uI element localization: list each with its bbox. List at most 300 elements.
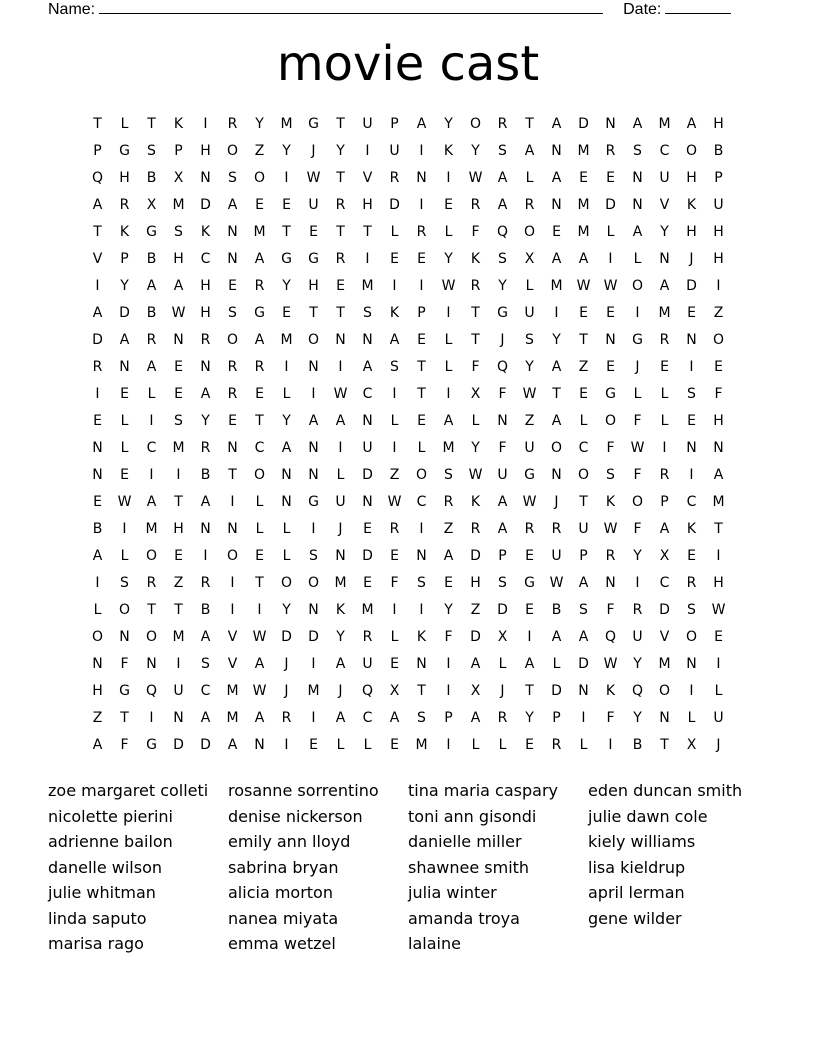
- grid-cell: U: [578, 521, 589, 537]
- word-item: april lerman: [588, 883, 685, 902]
- grid-cell: A: [659, 521, 670, 537]
- grid-cell: M: [550, 278, 563, 294]
- grid-cell: C: [416, 494, 427, 510]
- grid-cell: N: [416, 548, 427, 564]
- grid-cell: C: [578, 440, 589, 456]
- grid-cell: F: [633, 521, 642, 537]
- grid-cell: V: [227, 629, 238, 645]
- grid-cell: T: [525, 683, 534, 699]
- grid-cell: R: [470, 278, 481, 294]
- grid-cell: L: [363, 737, 372, 753]
- grid-cell: B: [713, 143, 724, 159]
- grid-cell: N: [551, 197, 562, 213]
- grid-cell: G: [632, 332, 643, 348]
- grid-cell: I: [149, 467, 154, 483]
- grid-cell: T: [228, 467, 237, 483]
- grid-cell: D: [173, 737, 184, 753]
- grid-cell: N: [578, 683, 589, 699]
- grid-cell: I: [608, 737, 613, 753]
- grid-cell: A: [686, 116, 697, 132]
- grid-cell: I: [419, 143, 424, 159]
- grid-cell: E: [282, 197, 291, 213]
- grid-cell: I: [419, 197, 424, 213]
- grid-cell: C: [200, 683, 211, 699]
- grid-cell: O: [550, 440, 563, 456]
- grid-cell: N: [173, 332, 184, 348]
- grid-cell: T: [336, 116, 345, 132]
- grid-cell: S: [498, 251, 507, 267]
- date-blank-line[interactable]: [665, 0, 731, 14]
- grid-cell: R: [389, 170, 400, 186]
- grid-cell: W: [549, 575, 564, 591]
- grid-cell: Q: [361, 683, 374, 699]
- grid-cell: B: [146, 170, 157, 186]
- grid-cell: E: [606, 305, 615, 321]
- grid-cell: B: [632, 737, 643, 753]
- grid-cell: P: [120, 251, 129, 267]
- grid-cell: A: [551, 629, 562, 645]
- grid-cell: I: [446, 170, 451, 186]
- grid-cell: A: [308, 413, 319, 429]
- grid-cell: P: [498, 548, 507, 564]
- grid-cell: E: [174, 359, 183, 375]
- grid-cell: Z: [524, 413, 535, 429]
- header-line: [48, 0, 748, 19]
- grid-cell: N: [551, 143, 562, 159]
- grid-cell: I: [176, 467, 181, 483]
- grid-cell: M: [577, 197, 590, 213]
- grid-cell: N: [416, 656, 427, 672]
- word-item: linda saputo: [48, 908, 147, 928]
- grid-cell: F: [606, 602, 615, 618]
- grid-cell: S: [687, 386, 696, 402]
- grid-cell: L: [471, 737, 480, 753]
- grid-row: [84, 169, 732, 196]
- grid-cell: E: [309, 224, 318, 240]
- grid-cell: E: [606, 359, 615, 375]
- grid-cell: I: [689, 683, 694, 699]
- grid-cell: F: [606, 710, 615, 726]
- grid-cell: E: [552, 224, 561, 240]
- grid-cell: L: [255, 494, 264, 510]
- word-item: danelle wilson: [48, 857, 163, 877]
- grid-cell: R: [92, 359, 103, 375]
- grid-cell: G: [524, 575, 535, 591]
- grid-cell: Z: [254, 143, 265, 159]
- grid-cell: A: [281, 440, 292, 456]
- word-item: lisa kieldrup: [588, 857, 686, 877]
- grid-cell: U: [389, 143, 400, 159]
- grid-cell: W: [441, 278, 456, 294]
- grid-cell: S: [417, 710, 426, 726]
- grid-cell: N: [713, 440, 724, 456]
- grid-cell: O: [280, 575, 293, 591]
- grid-row: [84, 439, 732, 466]
- grid-cell: E: [390, 656, 399, 672]
- grid-cell: I: [230, 575, 235, 591]
- grid-cell: T: [255, 575, 264, 591]
- grid-row: [84, 223, 732, 250]
- grid-cell: A: [659, 278, 670, 294]
- grid-cell: T: [660, 737, 669, 753]
- grid-cell: H: [713, 413, 724, 429]
- grid-cell: U: [632, 629, 643, 645]
- grid-cell: R: [632, 602, 643, 618]
- grid-row: [84, 682, 732, 709]
- grid-cell: J: [689, 251, 694, 267]
- grid-cell: T: [174, 494, 183, 510]
- grid-cell: Y: [336, 143, 345, 159]
- grid-cell: M: [442, 440, 455, 456]
- grid-cell: Y: [444, 602, 453, 618]
- word-item: lalaine: [408, 934, 461, 953]
- grid-cell: A: [173, 278, 184, 294]
- grid-cell: R: [200, 332, 211, 348]
- grid-cell: E: [363, 521, 372, 537]
- word-column: [588, 780, 768, 959]
- grid-cell: S: [174, 224, 183, 240]
- grid-cell: C: [146, 440, 157, 456]
- grid-cell: M: [307, 683, 320, 699]
- grid-cell: G: [497, 305, 508, 321]
- grid-cell: B: [92, 521, 103, 537]
- grid-row: [84, 655, 732, 682]
- grid-cell: P: [660, 494, 669, 510]
- grid-cell: G: [254, 305, 265, 321]
- grid-cell: T: [417, 359, 426, 375]
- grid-cell: M: [145, 521, 158, 537]
- grid-cell: Q: [604, 629, 617, 645]
- grid-cell: W: [252, 629, 267, 645]
- grid-cell: U: [335, 494, 346, 510]
- grid-cell: J: [500, 332, 505, 348]
- grid-cell: D: [470, 548, 481, 564]
- grid-cell: J: [554, 494, 559, 510]
- grid-cell: Y: [525, 710, 534, 726]
- grid-cell: S: [201, 656, 210, 672]
- grid-cell: I: [230, 494, 235, 510]
- grid-cell: A: [524, 143, 535, 159]
- grid-cell: A: [551, 413, 562, 429]
- grid-cell: E: [120, 386, 129, 402]
- grid-cell: A: [200, 386, 211, 402]
- grid-cell: A: [497, 521, 508, 537]
- grid-cell: R: [227, 386, 238, 402]
- grid-cell: E: [525, 737, 534, 753]
- grid-cell: I: [446, 656, 451, 672]
- grid-cell: H: [713, 224, 724, 240]
- grid-cell: W: [522, 494, 537, 510]
- grid-cell: T: [417, 683, 426, 699]
- grid-cell: I: [257, 602, 262, 618]
- grid-cell: Q: [496, 359, 509, 375]
- grid-cell: M: [577, 224, 590, 240]
- grid-cell: H: [173, 251, 184, 267]
- grid-cell: X: [146, 197, 157, 213]
- grid-cell: V: [659, 197, 670, 213]
- grid-cell: I: [203, 548, 208, 564]
- grid-cell: S: [498, 575, 507, 591]
- grid-cell: G: [605, 386, 616, 402]
- grid-cell: J: [338, 521, 343, 537]
- grid-cell: H: [470, 575, 481, 591]
- grid-cell: I: [284, 737, 289, 753]
- grid-cell: D: [551, 683, 562, 699]
- grid-cell: R: [497, 116, 508, 132]
- grid-cell: E: [444, 575, 453, 591]
- grid-cell: R: [551, 521, 562, 537]
- grid-cell: A: [632, 116, 643, 132]
- grid-cell: O: [577, 467, 590, 483]
- grid-cell: J: [311, 143, 316, 159]
- grid-cell: Z: [173, 575, 184, 591]
- grid-cell: M: [334, 575, 347, 591]
- grid-cell: D: [578, 656, 589, 672]
- grid-cell: N: [200, 170, 211, 186]
- grid-cell: T: [363, 224, 372, 240]
- grid-cell: S: [228, 170, 237, 186]
- grid-cell: S: [633, 143, 642, 159]
- grid-cell: S: [498, 143, 507, 159]
- grid-cell: T: [417, 386, 426, 402]
- grid-cell: J: [284, 683, 289, 699]
- grid-cell: K: [416, 629, 427, 645]
- grid-cell: I: [365, 143, 370, 159]
- grid-cell: O: [91, 629, 104, 645]
- grid-cell: M: [361, 602, 374, 618]
- grid-cell: A: [551, 251, 562, 267]
- grid-cell: A: [119, 332, 130, 348]
- grid-cell: I: [149, 413, 154, 429]
- grid-cell: E: [309, 737, 318, 753]
- grid-cell: K: [605, 683, 616, 699]
- grid-cell: F: [498, 440, 507, 456]
- grid-cell: M: [280, 116, 293, 132]
- grid-cell: E: [525, 602, 534, 618]
- grid-cell: I: [392, 278, 397, 294]
- grid-cell: X: [686, 737, 697, 753]
- grid-cell: G: [524, 467, 535, 483]
- grid-cell: Y: [633, 710, 642, 726]
- grid-cell: L: [471, 413, 480, 429]
- grid-cell: N: [659, 710, 670, 726]
- grid-cell: I: [446, 737, 451, 753]
- grid-cell: C: [254, 440, 265, 456]
- grid-row: [84, 331, 732, 358]
- grid-cell: I: [419, 602, 424, 618]
- grid-cell: A: [254, 251, 265, 267]
- grid-cell: G: [308, 116, 319, 132]
- grid-cell: L: [282, 548, 291, 564]
- page-title: movie cast: [276, 36, 540, 92]
- grid-cell: H: [686, 170, 697, 186]
- grid-cell: D: [389, 197, 400, 213]
- grid-cell: N: [605, 116, 616, 132]
- grid-row: [84, 358, 732, 385]
- grid-cell: F: [471, 224, 480, 240]
- grid-cell: O: [631, 278, 644, 294]
- grid-cell: R: [524, 197, 535, 213]
- grid-cell: T: [336, 224, 345, 240]
- grid-cell: E: [93, 494, 102, 510]
- grid-cell: A: [92, 737, 103, 753]
- grid-cell: M: [172, 629, 185, 645]
- grid-cell: X: [497, 629, 508, 645]
- grid-cell: S: [687, 602, 696, 618]
- grid-cell: K: [173, 116, 184, 132]
- grid-cell: T: [525, 116, 534, 132]
- grid-cell: L: [579, 737, 588, 753]
- grid-cell: I: [284, 170, 289, 186]
- grid-cell: N: [686, 440, 697, 456]
- grid-cell: T: [309, 305, 318, 321]
- grid-cell: T: [93, 224, 102, 240]
- grid-cell: T: [255, 413, 264, 429]
- grid-cell: P: [417, 305, 426, 321]
- grid-cell: Y: [498, 278, 507, 294]
- grid-cell: U: [524, 305, 535, 321]
- grid-cell: E: [687, 413, 696, 429]
- grid-cell: U: [362, 116, 373, 132]
- grid-cell: W: [711, 602, 726, 618]
- grid-cell: A: [551, 359, 562, 375]
- grid-cell: I: [365, 251, 370, 267]
- grid-cell: O: [253, 467, 266, 483]
- grid-cell: P: [390, 116, 399, 132]
- grid-cell: A: [92, 305, 103, 321]
- grid-cell: L: [390, 413, 399, 429]
- grid-cell: O: [685, 143, 698, 159]
- grid-cell: X: [389, 683, 400, 699]
- grid-cell: C: [200, 251, 211, 267]
- grid-cell: K: [686, 197, 697, 213]
- grid-cell: N: [281, 494, 292, 510]
- grid-cell: L: [660, 413, 669, 429]
- grid-cell: E: [525, 548, 534, 564]
- grid-cell: N: [605, 332, 616, 348]
- grid-cell: E: [228, 413, 237, 429]
- word-item: eden duncan smith: [588, 781, 743, 800]
- grid-cell: Y: [282, 278, 291, 294]
- grid-cell: W: [603, 278, 618, 294]
- grid-cell: I: [716, 548, 721, 564]
- grid-cell: I: [662, 440, 667, 456]
- grid-cell: F: [606, 440, 615, 456]
- grid-cell: M: [658, 656, 671, 672]
- grid-cell: A: [497, 494, 508, 510]
- grid-cell: R: [227, 116, 238, 132]
- grid-cell: A: [497, 170, 508, 186]
- word-item: julie dawn cole: [588, 806, 708, 826]
- grid-cell: L: [336, 737, 345, 753]
- grid-cell: P: [579, 548, 588, 564]
- grid-cell: E: [255, 197, 264, 213]
- grid-cell: T: [282, 224, 291, 240]
- grid-cell: M: [280, 332, 293, 348]
- grid-cell: M: [226, 710, 239, 726]
- word-item: danielle miller: [408, 832, 522, 851]
- grid-cell: R: [470, 197, 481, 213]
- grid-cell: D: [200, 197, 211, 213]
- grid-cell: I: [311, 386, 316, 402]
- grid-cell: Z: [443, 521, 454, 537]
- grid-cell: L: [498, 737, 507, 753]
- grid-cell: Y: [444, 251, 453, 267]
- grid-cell: A: [524, 656, 535, 672]
- grid-cell: Y: [471, 143, 480, 159]
- grid-cell: D: [119, 305, 130, 321]
- grid-cell: N: [497, 413, 508, 429]
- grid-cell: E: [444, 197, 453, 213]
- grid-cell: A: [92, 548, 103, 564]
- grid-cell: N: [659, 251, 670, 267]
- grid-cell: I: [419, 521, 424, 537]
- grid-cell: N: [92, 440, 103, 456]
- grid-cell: I: [635, 575, 640, 591]
- grid-cell: I: [392, 386, 397, 402]
- grid-cell: I: [635, 305, 640, 321]
- grid-cell: Y: [336, 629, 345, 645]
- grid-cell: Z: [389, 467, 400, 483]
- grid-cell: U: [497, 467, 508, 483]
- grid-cell: A: [254, 656, 265, 672]
- grid-row: [84, 277, 732, 304]
- word-column: [408, 780, 588, 959]
- grid-row: [84, 520, 732, 547]
- name-blank-line[interactable]: [99, 0, 603, 14]
- grid-cell: V: [92, 251, 103, 267]
- grid-cell: Y: [633, 548, 642, 564]
- grid-cell: I: [230, 602, 235, 618]
- grid-cell: I: [284, 359, 289, 375]
- letter-grid: [84, 115, 732, 763]
- grid-cell: S: [525, 332, 534, 348]
- grid-cell: R: [146, 332, 157, 348]
- grid-cell: K: [686, 521, 697, 537]
- grid-cell: M: [226, 683, 239, 699]
- grid-cell: I: [527, 629, 532, 645]
- grid-cell: T: [120, 710, 129, 726]
- grid-row: [84, 115, 732, 142]
- grid-cell: N: [308, 359, 319, 375]
- grid-cell: N: [686, 332, 697, 348]
- grid-cell: A: [227, 737, 238, 753]
- grid-cell: N: [200, 359, 211, 375]
- grid-cell: L: [444, 332, 453, 348]
- grid-cell: A: [632, 224, 643, 240]
- grid-cell: T: [174, 602, 183, 618]
- grid-cell: R: [254, 278, 265, 294]
- grid-cell: T: [471, 332, 480, 348]
- grid-cell: I: [311, 710, 316, 726]
- grid-cell: N: [119, 359, 130, 375]
- grid-cell: G: [146, 737, 157, 753]
- grid-cell: E: [174, 386, 183, 402]
- grid-cell: G: [119, 143, 130, 159]
- grid-cell: O: [604, 413, 617, 429]
- grid-cell: N: [92, 467, 103, 483]
- grid-cell: U: [362, 440, 373, 456]
- grid-cell: I: [689, 467, 694, 483]
- grid-cell: X: [659, 548, 670, 564]
- grid-cell: K: [470, 494, 481, 510]
- grid-cell: D: [578, 116, 589, 132]
- grid-cell: F: [714, 386, 723, 402]
- grid-cell: R: [605, 143, 616, 159]
- grid-cell: O: [631, 494, 644, 510]
- grid-cell: L: [714, 683, 723, 699]
- grid-cell: H: [713, 116, 724, 132]
